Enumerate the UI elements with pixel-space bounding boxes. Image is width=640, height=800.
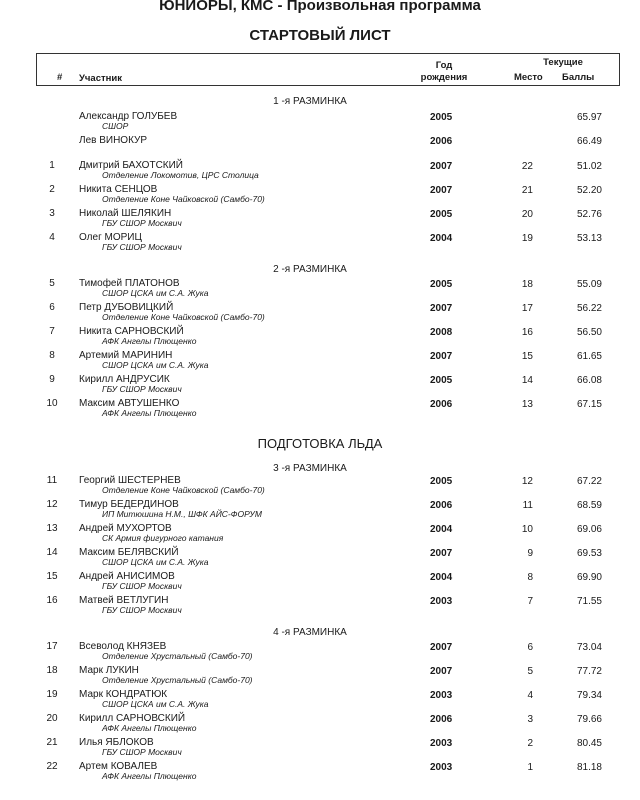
skater-name: Всеволод КНЯЗЕВ	[79, 641, 167, 652]
table-row	[0, 111, 640, 135]
current-score: 52.20	[576, 185, 602, 196]
birth-year: 2003	[430, 690, 453, 701]
table-row	[0, 232, 640, 256]
start-number: 13	[46, 523, 58, 534]
skater-name: Георгий ШЕСТЕРНЕВ	[79, 475, 181, 486]
current-score: 52.76	[576, 209, 602, 220]
birth-year: 2007	[430, 351, 453, 362]
current-score: 69.06	[576, 524, 602, 535]
column-header-year-line2: рождения	[420, 72, 468, 83]
club-name: ГБУ СШОР Москвич	[102, 218, 182, 228]
current-place: 10	[521, 524, 533, 535]
current-score: 79.34	[576, 690, 602, 701]
birth-year: 2007	[430, 548, 453, 559]
birth-year: 2005	[430, 112, 453, 123]
club-name: Отделение Коне Чайковской (Самбо-70)	[102, 194, 265, 204]
skater-name: Илья ЯБЛОКОВ	[79, 737, 154, 748]
club-name: АФК Ангелы Плющенко	[102, 723, 197, 733]
current-score: 65.97	[576, 112, 602, 123]
table-row	[0, 160, 640, 184]
club-name: СШОР ЦСКА им С.А. Жука	[102, 557, 209, 567]
start-number: 18	[46, 665, 58, 676]
skater-name: Матвей ВЕТЛУГИН	[79, 595, 169, 606]
birth-year: 2006	[430, 500, 453, 511]
skater-name: Лев ВИНОКУР	[79, 135, 148, 146]
start-number: 15	[46, 571, 58, 582]
skater-name: Александр ГОЛУБЕВ	[79, 111, 178, 122]
skater-name: Марк ЛУКИН	[79, 665, 139, 676]
warmup-group-label: 4 -я РАЗМИНКА	[273, 627, 347, 638]
table-row	[0, 689, 640, 713]
table-row	[0, 641, 640, 665]
table-row	[0, 374, 640, 398]
table-row	[0, 135, 640, 159]
skater-name: Максим АВТУШЕНКО	[79, 398, 180, 409]
current-score: 51.02	[576, 161, 602, 172]
start-number: 17	[46, 641, 58, 652]
club-name: СШОР ЦСКА им С.А. Жука	[102, 288, 209, 298]
current-place: 3	[527, 714, 533, 725]
table-row	[0, 499, 640, 523]
start-number: 16	[46, 595, 58, 606]
birth-year: 2003	[430, 738, 453, 749]
current-score: 80.45	[576, 738, 602, 749]
table-row	[0, 184, 640, 208]
skater-name: Никита СЕНЦОВ	[79, 184, 158, 195]
start-number: 8	[49, 350, 55, 361]
current-place: 22	[521, 161, 533, 172]
club-name: АФК Ангелы Плющенко	[102, 336, 197, 346]
current-score: 69.53	[576, 548, 602, 559]
table-row	[0, 208, 640, 232]
table-row	[0, 595, 640, 619]
table-row	[0, 571, 640, 595]
birth-year: 2006	[430, 399, 453, 410]
current-place: 20	[521, 209, 533, 220]
club-name: ГБУ СШОР Москвич	[102, 605, 182, 615]
start-list-title: СТАРТОВЫЙ ЛИСТ	[249, 27, 391, 44]
birth-year: 2003	[430, 596, 453, 607]
start-number: 9	[49, 374, 55, 385]
club-name: ГБУ СШОР Москвич	[102, 242, 182, 252]
start-number: 21	[46, 737, 58, 748]
current-place: 17	[521, 303, 533, 314]
skater-name: Максим БЕЛЯВСКИЙ	[79, 547, 179, 558]
current-score: 56.22	[576, 303, 602, 314]
birth-year: 2004	[430, 524, 453, 535]
current-place: 8	[527, 572, 533, 583]
warmup-group-label: 2 -я РАЗМИНКА	[273, 264, 347, 275]
birth-year: 2007	[430, 161, 453, 172]
column-header-place: Место	[514, 72, 543, 83]
column-header-current: Текущие	[543, 57, 583, 68]
skater-name: Николай ШЕЛЯКИН	[79, 208, 172, 219]
skater-name: Никита САРНОВСКИЙ	[79, 326, 184, 337]
warmup-group-label: 1 -я РАЗМИНКА	[273, 96, 347, 107]
club-name: ГБУ СШОР Москвич	[102, 384, 182, 394]
club-name: Отделение Хрустальный (Самбо-70)	[102, 651, 253, 661]
current-place: 1	[527, 762, 533, 773]
start-number: 19	[46, 689, 58, 700]
current-place: 5	[527, 666, 533, 677]
current-place: 14	[521, 375, 533, 386]
current-score: 73.04	[576, 642, 602, 653]
warmup-group-label: 3 -я РАЗМИНКА	[273, 463, 347, 474]
birth-year: 2006	[430, 136, 453, 147]
current-place: 13	[521, 399, 533, 410]
club-name: ГБУ СШОР Москвич	[102, 581, 182, 591]
document-title: ЮНИОРЫ, КМС - Произвольная программа	[159, 0, 481, 14]
birth-year: 2005	[430, 209, 453, 220]
table-row	[0, 523, 640, 547]
skater-name: Марк КОНДРАТЮК	[79, 689, 168, 700]
birth-year: 2007	[430, 185, 453, 196]
birth-year: 2005	[430, 476, 453, 487]
current-place: 2	[527, 738, 533, 749]
birth-year: 2008	[430, 327, 453, 338]
start-number: 2	[49, 184, 55, 195]
start-number: 14	[46, 547, 58, 558]
column-header-participant: Участник	[79, 73, 122, 84]
start-number: 11	[46, 475, 58, 486]
club-name: АФК Ангелы Плющенко	[102, 771, 197, 781]
table-row	[0, 350, 640, 374]
current-score: 71.55	[576, 596, 602, 607]
club-name: СК Армия фигурного катания	[102, 533, 224, 543]
birth-year: 2003	[430, 762, 453, 773]
start-number: 10	[46, 398, 58, 409]
column-header-year-line1: Год	[435, 60, 453, 71]
skater-name: Андрей АНИСИМОВ	[79, 571, 175, 582]
skater-name: Андрей МУХОРТОВ	[79, 523, 172, 534]
skater-name: Артемий МАРИНИН	[79, 350, 173, 361]
current-score: 67.22	[576, 476, 602, 487]
current-score: 66.49	[576, 136, 602, 147]
table-row	[0, 475, 640, 499]
table-row	[0, 713, 640, 737]
ice-preparation-label: ПОДГОТОВКА ЛЬДА	[257, 436, 383, 451]
birth-year: 2005	[430, 375, 453, 386]
current-score: 61.65	[576, 351, 602, 362]
table-row	[0, 547, 640, 571]
start-number: 12	[46, 499, 58, 510]
current-score: 81.18	[576, 762, 602, 773]
current-place: 15	[521, 351, 533, 362]
birth-year: 2007	[430, 666, 453, 677]
column-header-number: #	[57, 72, 63, 83]
table-row	[0, 326, 640, 350]
current-place: 12	[521, 476, 533, 487]
start-number: 7	[49, 326, 55, 337]
table-row	[0, 302, 640, 326]
skater-name: Олег МОРИЦ	[79, 232, 142, 243]
current-score: 69.90	[576, 572, 602, 583]
start-number: 6	[49, 302, 55, 313]
club-name: СШОР	[102, 121, 129, 131]
club-name: АФК Ангелы Плющенко	[102, 408, 197, 418]
club-name: Отделение Коне Чайковской (Самбо-70)	[102, 312, 265, 322]
current-score: 67.15	[576, 399, 602, 410]
skater-name: Дмитрий БАХОТСКИЙ	[79, 160, 183, 171]
start-number: 5	[49, 278, 55, 289]
table-row	[0, 761, 640, 785]
club-name: Отделение Локомотив, ЦРС Столица	[102, 170, 259, 180]
current-place: 18	[521, 279, 533, 290]
club-name: Отделение Хрустальный (Самбо-70)	[102, 675, 253, 685]
birth-year: 2005	[430, 279, 453, 290]
current-place: 6	[527, 642, 533, 653]
start-number: 1	[49, 160, 55, 171]
current-score: 79.66	[576, 714, 602, 725]
current-place: 7	[527, 596, 533, 607]
table-row	[0, 737, 640, 761]
column-header-score: Баллы	[562, 72, 595, 83]
current-place: 4	[527, 690, 533, 701]
birth-year: 2004	[430, 572, 453, 583]
skater-name: Тимофей ПЛАТОНОВ	[79, 278, 180, 289]
current-score: 56.50	[576, 327, 602, 338]
skater-name: Кирилл АНДРУСИК	[79, 374, 170, 385]
table-row	[0, 398, 640, 422]
birth-year: 2006	[430, 714, 453, 725]
skater-name: Артем КОВАЛЕВ	[79, 761, 158, 772]
skater-name: Кирилл САРНОВСКИЙ	[79, 713, 186, 724]
start-number: 4	[49, 232, 55, 243]
birth-year: 2007	[430, 303, 453, 314]
table-row	[0, 278, 640, 302]
birth-year: 2004	[430, 233, 453, 244]
current-score: 66.08	[576, 375, 602, 386]
club-name: ГБУ СШОР Москвич	[102, 747, 182, 757]
current-score: 53.13	[576, 233, 602, 244]
current-score: 55.09	[576, 279, 602, 290]
current-place: 19	[521, 233, 533, 244]
club-name: ИП Митюшина Н.М., ШФК АЙС-ФОРУМ	[102, 509, 262, 519]
skater-name: Тимур БЕДЕРДИНОВ	[79, 499, 179, 510]
current-place: 11	[522, 500, 533, 511]
current-place: 21	[521, 185, 533, 196]
current-score: 68.59	[576, 500, 602, 511]
club-name: СШОР ЦСКА им С.А. Жука	[102, 360, 209, 370]
current-score: 77.72	[576, 666, 602, 677]
current-place: 9	[527, 548, 533, 559]
skater-name: Петр ДУБОВИЦКИЙ	[79, 302, 174, 313]
start-number: 20	[46, 713, 58, 724]
start-number: 22	[46, 761, 58, 772]
table-row	[0, 665, 640, 689]
start-number: 3	[49, 208, 55, 219]
club-name: Отделение Коне Чайковской (Самбо-70)	[102, 485, 265, 495]
club-name: СШОР ЦСКА им С.А. Жука	[102, 699, 209, 709]
current-place: 16	[521, 327, 533, 338]
birth-year: 2007	[430, 642, 453, 653]
